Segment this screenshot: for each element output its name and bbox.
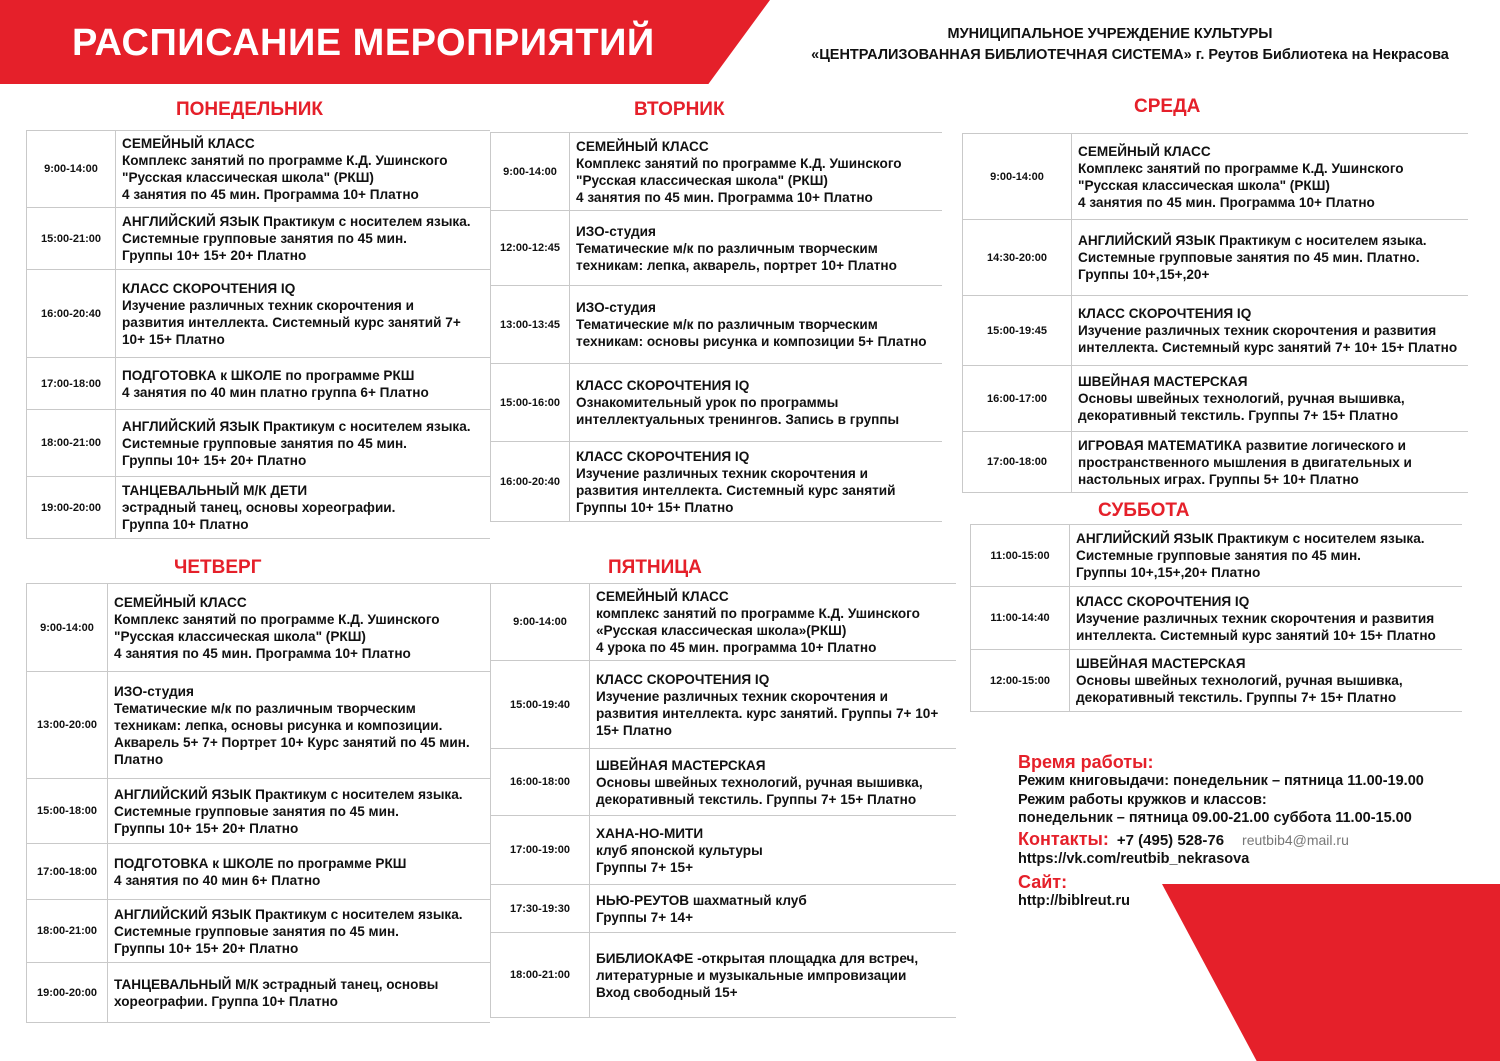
event-description — [108, 681, 474, 770]
event-title: ИГРОВАЯ МАТЕМАТИКА развитие логического и — [1078, 437, 1407, 453]
schedule-row — [962, 220, 1468, 296]
event-description — [570, 136, 906, 208]
event-details: хореографии. Группа 10+ Платно — [114, 993, 338, 1009]
event-title: АНГЛИЙСКИЙ ЯЗЫК Практикум с носителем языка. — [122, 214, 471, 229]
event-description — [116, 365, 433, 403]
event-time: 18:00-21:00 — [26, 900, 108, 962]
event-title: АНГЛИЙСКИЙ ЯЗЫК Практикум с носителем языка. — [1076, 531, 1425, 546]
event-title: ШВЕЙНАЯ МАСТЕРСКАЯ — [1076, 656, 1246, 671]
event-title: КЛАСС СКОРОЧТЕНИЯ IQ — [122, 280, 296, 296]
event-title: ИЗО-студия — [576, 223, 656, 239]
schedule-table-tuesday — [490, 132, 942, 522]
event-details: пространственного мышления в двигательных и настольных играх. Группы 5+ 10+ Платно — [1078, 454, 1412, 487]
event-time: 16:00-20:40 — [490, 442, 570, 521]
event-description — [108, 974, 442, 1012]
schedule-row — [970, 587, 1462, 650]
event-title: СЕМЕЙНЫЙ КЛАСС — [114, 594, 247, 610]
schedule-row — [962, 366, 1468, 432]
event-time: 11:00-14:40 — [970, 587, 1070, 649]
contacts-heading: Контакты: — [1018, 828, 1109, 849]
event-description — [1070, 528, 1429, 583]
event-description — [1070, 591, 1440, 646]
event-time: 17:00-18:00 — [962, 432, 1072, 492]
event-time: 19:00-20:00 — [26, 963, 108, 1022]
event-description — [590, 948, 922, 1003]
event-description — [570, 221, 901, 276]
event-description — [1072, 141, 1408, 213]
event-time: 15:00-19:45 — [962, 296, 1072, 365]
decorative-red-shape — [1162, 884, 1500, 1061]
event-time: 14:30-20:00 — [962, 220, 1072, 295]
hours-heading: Время работы: — [1018, 752, 1154, 772]
event-description — [116, 133, 452, 205]
event-title: СЕМЕЙНЫЙ КЛАСС — [576, 138, 709, 154]
event-details: Изучение различных техник скорочтения и развития интеллекта. курс занятий. Группы 7+ 10+ 15+ Платно — [596, 688, 939, 738]
event-details: Тематические м/к по различным творческим техникам: лепка, основы рисунка и композиции. Акварель 5+ 7+ Портрет 10+ Курс занятий по 45 мин. Платно — [114, 700, 470, 767]
schedule-row — [26, 779, 490, 844]
event-description — [590, 586, 924, 658]
event-title: КЛАСС СКОРОЧТЕНИЯ IQ — [596, 671, 770, 687]
vk-link[interactable]: https://vk.com/reutbib_nekrasova — [1018, 851, 1250, 867]
schedule-row — [970, 525, 1462, 587]
event-title: ИЗО-студия — [576, 300, 656, 315]
schedule-row — [490, 816, 956, 885]
event-title: КЛАСС СКОРОЧТЕНИЯ IQ — [576, 448, 750, 464]
event-details: Системные групповые занятия по 45 мин. Группы 10+,15+,20+ Платно — [1076, 548, 1361, 580]
event-title: ПОДГОТОВКА к ШКОЛЕ по программе РКШ — [122, 367, 415, 383]
schedule-row — [26, 358, 490, 410]
event-time: 12:00-15:00 — [970, 650, 1070, 711]
schedule-row — [970, 650, 1462, 712]
event-details: Системные групповые занятия по 45 мин. Платно. Группы 10+,15+,20+ — [1078, 250, 1420, 282]
event-details: Группы 7+ 14+ — [596, 909, 694, 925]
event-title: ТАНЦЕВАЛЬНЫЙ М/К эстрадный танец, основы — [114, 976, 439, 992]
day-title-thursday: ЧЕТВЕРГ — [174, 557, 262, 578]
event-time: 17:00-18:00 — [26, 844, 108, 899]
event-details: Системные групповые занятия по 45 мин. Группы 10+ 15+ 20+ Платно — [122, 231, 407, 263]
event-title: АНГЛИЙСКИЙ ЯЗЫК Практикум с носителем языка. — [122, 418, 471, 434]
organization-name — [780, 24, 1480, 66]
event-details: Комплекс занятий по программе К.Д. Ушинского "Русская классическая школа" (РКШ) 4 занятия по 45 мин. Программа 10+ Платно — [1078, 160, 1404, 210]
event-title: ПОДГОТОВКА к ШКОЛЕ по программе РКШ — [114, 855, 407, 871]
hours-clubs-label: Режим работы кружков и классов: — [1018, 791, 1267, 808]
event-time: 9:00-14:00 — [490, 584, 590, 660]
event-time: 16:00-18:00 — [490, 749, 590, 815]
event-time: 9:00-14:00 — [26, 131, 116, 207]
event-time: 15:00-18:00 — [26, 779, 108, 843]
event-time: 17:00-19:00 — [490, 816, 590, 884]
event-title: СЕМЕЙНЫЙ КЛАСС — [596, 589, 729, 604]
event-details: Изучение различных техник скорочтения и развития интеллекта. Системный курс занятий 7+ 10+ 15+ Платно — [1078, 323, 1458, 355]
event-time: 13:00-13:45 — [490, 286, 570, 363]
event-description — [108, 904, 467, 959]
event-title: АНГЛИЙСКИЙ ЯЗЫК Практикум с носителем языка. — [1078, 233, 1427, 248]
schedule-row — [26, 477, 490, 539]
event-title: НЬЮ-РЕУТОВ шахматный клуб — [596, 892, 807, 908]
site-link[interactable]: http://biblreut.ru — [1018, 892, 1130, 909]
day-title-wednesday: СРЕДА — [1134, 96, 1201, 117]
schedule-row — [490, 749, 956, 816]
event-details: комплекс занятий по программе К.Д. Ушинского «Русская классическая школа»(РКШ) 4 урока по 45 мин. программа 10+ Платно — [596, 606, 920, 655]
event-time: 18:00-21:00 — [490, 933, 590, 1017]
event-description — [590, 890, 811, 928]
event-details: Ознакомительный урок по программы интеллектуальных тренингов. Запись в группы — [576, 395, 900, 427]
schedule-row — [962, 134, 1468, 220]
event-title: ШВЕЙНАЯ МАСТЕРСКАЯ — [596, 757, 766, 773]
event-title: ТАНЦЕВАЛЬНЫЙ М/К ДЕТИ — [122, 483, 308, 498]
schedule-table-monday — [26, 130, 490, 539]
day-title-tuesday: ВТОРНИК — [634, 99, 725, 120]
day-title-friday: ПЯТНИЦА — [608, 557, 702, 578]
event-details: 4 занятия по 40 мин платно группа 6+ Платно — [122, 384, 429, 400]
schedule-row — [490, 133, 942, 211]
event-details: литературные и музыкальные импровизации Вход свободный 15+ — [596, 967, 907, 1000]
org-line-1: МУНИЦИПАЛЬНОЕ УЧРЕЖДЕНИЕ КУЛЬТУРЫ — [947, 26, 1273, 42]
day-title-monday: ПОНЕДЕЛЬНИК — [176, 99, 323, 120]
event-title: АНГЛИЙСКИЙ ЯЗЫК Практикум с носителем языка. — [114, 906, 463, 922]
schedule-row — [490, 584, 956, 661]
event-details: Основы швейных технологий, ручная вышивка, декоративный текстиль. Группы 7+ 15+ Платно — [1078, 391, 1405, 423]
event-description — [108, 592, 444, 664]
event-time: 15:00-19:40 — [490, 661, 590, 748]
event-description — [570, 446, 900, 518]
event-details: Изучение различных техник скорочтения и развития интеллекта. Системный курс занятий Группы 10+ 15+ Платно — [576, 465, 896, 515]
phone-number[interactable]: +7 (495) 528-76 — [1116, 831, 1225, 849]
event-description — [590, 669, 942, 741]
event-description — [1070, 653, 1407, 708]
schedule-row — [26, 131, 490, 208]
event-time: 11:00-15:00 — [970, 525, 1070, 586]
event-description — [1072, 435, 1416, 490]
event-time: 17:30-19:30 — [490, 885, 590, 932]
event-details: Изучение различных техник скорочтения и развития интеллекта. Системный курс занятий 10+ 15+ Платно — [1076, 610, 1436, 643]
schedule-row — [26, 208, 490, 270]
schedule-row — [26, 844, 490, 900]
event-time: 12:00-12:45 — [490, 211, 570, 285]
event-details: Комплекс занятий по программе К.Д. Ушинского "Русская классическая школа" (РКШ) 4 занятия по 45 мин. Программа 10+ Платно — [576, 155, 902, 205]
event-title: СЕМЕЙНЫЙ КЛАСС — [122, 136, 255, 151]
event-time: 15:00-16:00 — [490, 364, 570, 441]
schedule-row — [490, 211, 942, 286]
event-details: Изучение различных техник скорочтения и развития интеллекта. Системный курс занятий 7+ 10+ 15+ Платно — [122, 297, 461, 347]
working-hours-contacts — [1018, 752, 1488, 910]
event-description — [1072, 371, 1409, 426]
event-details: Тематические м/к по различным творческим техникам: лепка, акварель, портрет 10+ Платно — [576, 240, 897, 273]
hours-clubs: понедельник – пятница 09.00-21.00 суббота 11.00-15.00 — [1018, 810, 1412, 826]
hours-lending: Режим книговыдачи: понедельник – пятница 11.00-19.00 — [1018, 773, 1424, 789]
event-description — [1072, 303, 1461, 358]
event-time: 9:00-14:00 — [962, 134, 1072, 219]
event-details: Тематические м/к по различным творческим техникам: основы рисунка и композиции 5+ Платно — [576, 317, 927, 349]
event-description — [590, 755, 927, 810]
event-time: 15:00-21:00 — [26, 208, 116, 269]
event-title: БИБЛИОКАФЕ -открытая площадка для встреч, — [596, 950, 919, 966]
org-line-2: «ЦЕНТРАЛИЗОВАННАЯ БИБЛИОТЕЧНАЯ СИСТЕМА» г. Реутов Библиотека на Некрасова — [811, 47, 1449, 63]
event-description — [116, 278, 465, 350]
event-description — [116, 211, 475, 266]
event-title: СЕМЕЙНЫЙ КЛАСС — [1078, 143, 1211, 159]
event-description — [116, 480, 399, 535]
schedule-row — [490, 442, 942, 522]
schedule-row — [26, 270, 490, 358]
schedule-row — [26, 963, 490, 1023]
schedule-row — [490, 661, 956, 749]
event-time: 13:00-20:00 — [26, 672, 108, 778]
schedule-table-thursday — [26, 583, 490, 1023]
event-description — [1072, 230, 1431, 285]
event-description — [116, 416, 475, 471]
event-time: 19:00-20:00 — [26, 477, 116, 538]
event-details: клуб японской культуры Группы 7+ 15+ — [596, 842, 763, 875]
schedule-row — [490, 885, 956, 933]
event-description — [108, 853, 410, 891]
schedule-row — [962, 296, 1468, 366]
schedule-row — [26, 584, 490, 672]
event-description — [108, 784, 467, 839]
event-time: 9:00-14:00 — [26, 584, 108, 671]
event-details: Комплекс занятий по программе К.Д. Ушинского "Русская классическая школа" (РКШ) 4 занятия по 45 мин. Программа 10+ Платно — [114, 611, 440, 661]
event-description — [570, 297, 931, 352]
page-title: РАСПИСАНИЕ МЕРОПРИЯТИЙ — [72, 22, 655, 64]
event-details: эстрадный танец, основы хореографии. Группа 10+ Платно — [122, 500, 396, 532]
schedule-table-friday — [490, 583, 956, 1018]
event-title: КЛАСС СКОРОЧТЕНИЯ IQ — [1076, 593, 1250, 609]
event-description — [570, 375, 903, 430]
schedule-row — [962, 432, 1468, 493]
event-title: КЛАСС СКОРОЧТЕНИЯ IQ — [1078, 306, 1252, 321]
event-time: 16:00-20:40 — [26, 270, 116, 357]
event-title: ИЗО-студия — [114, 683, 194, 699]
schedule-row — [26, 410, 490, 477]
event-description — [590, 823, 767, 878]
event-details: Системные групповые занятия по 45 мин. Группы 10+ 15+ 20+ Платно — [122, 435, 407, 468]
schedule-row — [490, 364, 942, 442]
schedule-table-wednesday — [962, 133, 1468, 493]
event-details: Основы швейных технологий, ручная вышивка, декоративный текстиль. Группы 7+ 15+ Платно — [1076, 673, 1403, 705]
contacts-line — [1018, 829, 1488, 851]
site-heading: Сайт: — [1018, 871, 1068, 892]
schedule-row — [490, 933, 956, 1018]
event-time: 17:00-18:00 — [26, 358, 116, 409]
schedule-table-saturday — [970, 524, 1462, 712]
event-title: КЛАСС СКОРОЧТЕНИЯ IQ — [576, 378, 750, 393]
event-details: Комплекс занятий по программе К.Д. Ушинского "Русская классическая школа" (РКШ) 4 занятия по 45 мин. Программа 10+ Платно — [122, 153, 448, 202]
email-link[interactable]: reutbib4@mail.ru — [1242, 831, 1349, 848]
schedule-row — [490, 286, 942, 364]
day-title-saturday: СУББОТА — [1098, 500, 1190, 521]
schedule-row — [26, 672, 490, 779]
event-details: 4 занятия по 40 мин 6+ Платно — [114, 872, 321, 888]
event-time: 16:00-17:00 — [962, 366, 1072, 431]
event-details: Системные групповые занятия по 45 мин. Группы 10+ 15+ 20+ Платно — [114, 803, 399, 836]
event-title: АНГЛИЙСКИЙ ЯЗЫК Практикум с носителем языка. — [114, 786, 463, 802]
event-title: ШВЕЙНАЯ МАСТЕРСКАЯ — [1078, 374, 1248, 389]
event-details: Основы швейных технологий, ручная вышивка, декоративный текстиль. Группы 7+ 15+ Платно — [596, 774, 923, 807]
event-details: Системные групповые занятия по 45 мин. Группы 10+ 15+ 20+ Платно — [114, 923, 399, 956]
event-time: 9:00-14:00 — [490, 133, 570, 210]
schedule-row — [26, 900, 490, 963]
event-title: ХАНА-НО-МИТИ — [596, 825, 704, 841]
event-time: 18:00-21:00 — [26, 410, 116, 476]
